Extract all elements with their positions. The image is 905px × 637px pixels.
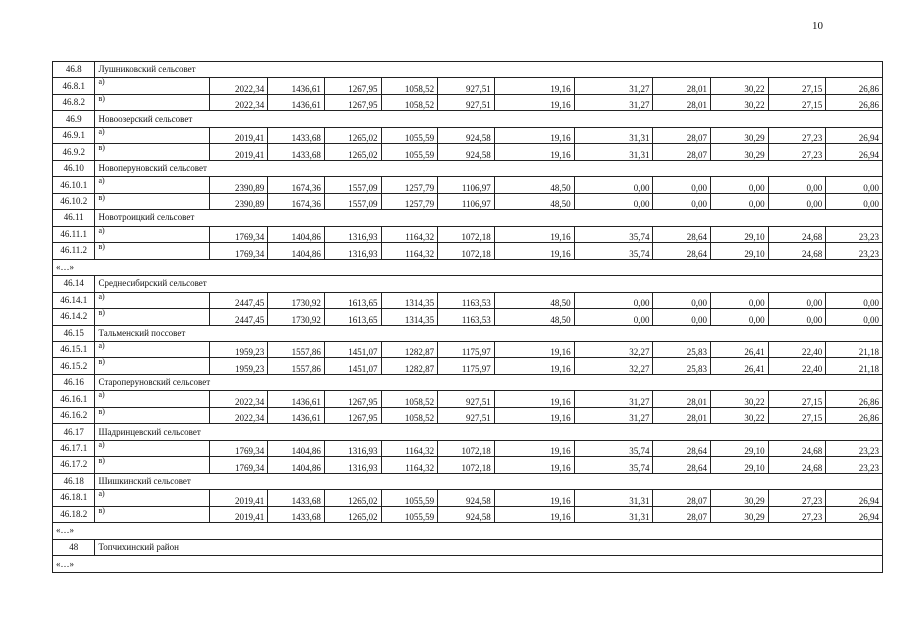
value-cell: 0,00 — [768, 193, 826, 209]
value-cell: 35,74 — [574, 440, 653, 456]
value-cell: 0,00 — [653, 309, 711, 325]
value-cell: 1433,68 — [268, 127, 325, 143]
value-cell: 26,94 — [826, 490, 883, 506]
value-cell: 1769,34 — [209, 457, 268, 473]
section-title: Новотроицкий сельсовет — [95, 210, 883, 226]
value-cell: 28,01 — [653, 94, 711, 110]
value-cell: 29,10 — [711, 440, 769, 456]
table-row — [53, 193, 883, 209]
value-cell: 0,00 — [653, 193, 711, 209]
omission-marker: «…» — [53, 556, 883, 573]
table-row — [53, 506, 883, 522]
value-cell: 0,00 — [574, 193, 653, 209]
value-cell: 48,50 — [494, 292, 574, 308]
value-cell: 1316,93 — [324, 440, 381, 456]
value-cell: 19,16 — [494, 78, 574, 94]
value-cell: 0,00 — [768, 292, 826, 308]
value-cell: 1730,92 — [268, 292, 325, 308]
omission-marker: «…» — [53, 259, 883, 275]
row-number: 46.14.1 — [53, 292, 95, 308]
section-header-row — [53, 160, 883, 176]
value-cell: 1257,79 — [381, 177, 438, 193]
value-cell: 0,00 — [711, 309, 769, 325]
row-label: а) — [95, 177, 209, 193]
value-cell: 1451,07 — [324, 341, 381, 357]
value-cell: 27,23 — [768, 144, 826, 160]
value-cell: 31,27 — [574, 391, 653, 407]
value-cell: 19,16 — [494, 243, 574, 259]
value-cell: 30,29 — [711, 144, 769, 160]
value-cell: 26,94 — [826, 506, 883, 522]
row-label: в) — [95, 193, 209, 209]
value-cell: 2390,89 — [209, 177, 268, 193]
value-cell: 1058,52 — [381, 78, 438, 94]
section-number: 46.17 — [53, 424, 95, 440]
section-header-row — [53, 276, 883, 292]
value-cell: 1436,61 — [268, 94, 325, 110]
value-cell: 48,50 — [494, 177, 574, 193]
value-cell: 19,16 — [494, 506, 574, 522]
value-cell: 0,00 — [653, 292, 711, 308]
value-cell: 2022,34 — [209, 78, 268, 94]
value-cell: 1055,59 — [381, 490, 438, 506]
row-number: 46.17.1 — [53, 440, 95, 456]
value-cell: 1267,95 — [324, 391, 381, 407]
value-cell: 1055,59 — [381, 127, 438, 143]
value-cell: 1769,34 — [209, 226, 268, 242]
value-cell: 1433,68 — [268, 490, 325, 506]
row-label: в) — [95, 144, 209, 160]
value-cell: 24,68 — [768, 243, 826, 259]
value-cell: 28,64 — [653, 440, 711, 456]
section-title: Шишкинский сельсовет — [95, 473, 883, 489]
value-cell: 1055,59 — [381, 144, 438, 160]
value-cell: 28,01 — [653, 78, 711, 94]
value-cell: 35,74 — [574, 226, 653, 242]
section-number: 46.8 — [53, 62, 95, 78]
value-cell: 24,68 — [768, 440, 826, 456]
value-cell: 19,16 — [494, 490, 574, 506]
value-cell: 25,83 — [653, 341, 711, 357]
section-number: 46.9 — [53, 111, 95, 127]
value-cell: 1404,86 — [268, 440, 325, 456]
value-cell: 1055,59 — [381, 506, 438, 522]
value-cell: 35,74 — [574, 457, 653, 473]
value-cell: 27,15 — [768, 407, 826, 423]
value-cell: 19,16 — [494, 407, 574, 423]
value-cell: 19,16 — [494, 391, 574, 407]
value-cell: 26,86 — [826, 78, 883, 94]
value-cell: 19,16 — [494, 226, 574, 242]
section-header-row — [53, 62, 883, 78]
value-cell: 1072,18 — [438, 243, 495, 259]
value-cell: 28,07 — [653, 490, 711, 506]
value-cell: 2390,89 — [209, 193, 268, 209]
value-cell: 1257,79 — [381, 193, 438, 209]
value-cell: 1613,65 — [324, 309, 381, 325]
value-cell: 1436,61 — [268, 78, 325, 94]
value-cell: 1106,97 — [438, 177, 495, 193]
section-header-row — [53, 374, 883, 390]
value-cell: 1674,36 — [268, 177, 325, 193]
value-cell: 26,41 — [711, 341, 769, 357]
table-row — [53, 358, 883, 374]
value-cell: 1557,09 — [324, 193, 381, 209]
value-cell: 28,07 — [653, 506, 711, 522]
row-label: в) — [95, 358, 209, 374]
row-label: в) — [95, 407, 209, 423]
value-cell: 1316,93 — [324, 243, 381, 259]
value-cell: 1404,86 — [268, 226, 325, 242]
value-cell: 23,23 — [826, 243, 883, 259]
section-header-row — [53, 210, 883, 226]
value-cell: 2019,41 — [209, 127, 268, 143]
value-cell: 1267,95 — [324, 78, 381, 94]
table-row — [53, 144, 883, 160]
value-cell: 24,68 — [768, 226, 826, 242]
row-label: а) — [95, 127, 209, 143]
section-title: Среднесибирский сельсовет — [95, 276, 883, 292]
value-cell: 1058,52 — [381, 407, 438, 423]
row-label: а) — [95, 292, 209, 308]
value-cell: 927,51 — [438, 407, 495, 423]
value-cell: 0,00 — [826, 292, 883, 308]
value-cell: 0,00 — [711, 292, 769, 308]
section-title: Лушниковский сельсовет — [95, 62, 883, 78]
value-cell: 1451,07 — [324, 358, 381, 374]
value-cell: 1072,18 — [438, 457, 495, 473]
value-cell: 0,00 — [826, 177, 883, 193]
table-row — [53, 341, 883, 357]
value-cell: 30,22 — [711, 391, 769, 407]
value-cell: 1267,95 — [324, 94, 381, 110]
value-cell: 0,00 — [826, 309, 883, 325]
table-row — [53, 440, 883, 456]
value-cell: 26,86 — [826, 94, 883, 110]
value-cell: 23,23 — [826, 226, 883, 242]
value-cell: 1265,02 — [324, 490, 381, 506]
row-label: в) — [95, 309, 209, 325]
value-cell: 1404,86 — [268, 457, 325, 473]
value-cell: 19,16 — [494, 358, 574, 374]
value-cell: 2447,45 — [209, 309, 268, 325]
value-cell: 1072,18 — [438, 440, 495, 456]
omission-row — [53, 556, 883, 573]
table-row — [53, 292, 883, 308]
value-cell: 1164,32 — [381, 440, 438, 456]
table-row — [53, 391, 883, 407]
value-cell: 1058,52 — [381, 391, 438, 407]
omission-row — [53, 523, 883, 539]
value-cell: 2022,34 — [209, 94, 268, 110]
value-cell: 1265,02 — [324, 506, 381, 522]
value-cell: 2019,41 — [209, 506, 268, 522]
value-cell: 27,15 — [768, 94, 826, 110]
value-cell: 23,23 — [826, 457, 883, 473]
value-cell: 1769,34 — [209, 440, 268, 456]
row-number: 46.18.1 — [53, 490, 95, 506]
value-cell: 19,16 — [494, 440, 574, 456]
row-label: в) — [95, 506, 209, 522]
value-cell: 1314,35 — [381, 292, 438, 308]
value-cell: 19,16 — [494, 144, 574, 160]
value-cell: 924,58 — [438, 506, 495, 522]
value-cell: 21,18 — [826, 358, 883, 374]
row-number: 46.15.2 — [53, 358, 95, 374]
value-cell: 30,22 — [711, 78, 769, 94]
value-cell: 1730,92 — [268, 309, 325, 325]
value-cell: 927,51 — [438, 78, 495, 94]
row-number: 46.17.2 — [53, 457, 95, 473]
value-cell: 48,50 — [494, 193, 574, 209]
value-cell: 24,68 — [768, 457, 826, 473]
row-number: 46.11.2 — [53, 243, 95, 259]
value-cell: 0,00 — [711, 177, 769, 193]
value-cell: 27,23 — [768, 506, 826, 522]
value-cell: 31,31 — [574, 506, 653, 522]
row-number: 46.18.2 — [53, 506, 95, 522]
value-cell: 22,40 — [768, 341, 826, 357]
value-cell: 25,83 — [653, 358, 711, 374]
value-cell: 2019,41 — [209, 490, 268, 506]
value-cell: 31,31 — [574, 490, 653, 506]
value-cell: 32,27 — [574, 358, 653, 374]
omission-marker: «…» — [53, 523, 883, 539]
row-number: 46.8.1 — [53, 78, 95, 94]
value-cell: 48,50 — [494, 309, 574, 325]
value-cell: 19,16 — [494, 341, 574, 357]
section-header-row — [53, 325, 883, 341]
value-cell: 30,29 — [711, 490, 769, 506]
row-number: 46.10.1 — [53, 177, 95, 193]
value-cell: 1282,87 — [381, 341, 438, 357]
table-row — [53, 457, 883, 473]
section-title: Шадринцевский сельсовет — [95, 424, 883, 440]
value-cell: 19,16 — [494, 94, 574, 110]
value-cell: 30,22 — [711, 94, 769, 110]
value-cell: 2022,34 — [209, 407, 268, 423]
value-cell: 924,58 — [438, 490, 495, 506]
value-cell: 1282,87 — [381, 358, 438, 374]
value-cell: 31,31 — [574, 127, 653, 143]
value-cell: 26,41 — [711, 358, 769, 374]
value-cell: 2447,45 — [209, 292, 268, 308]
value-cell: 21,18 — [826, 341, 883, 357]
value-cell: 0,00 — [768, 177, 826, 193]
value-cell: 0,00 — [574, 177, 653, 193]
section-header-row — [53, 539, 883, 555]
value-cell: 28,01 — [653, 407, 711, 423]
value-cell: 2019,41 — [209, 144, 268, 160]
tariff-table — [52, 61, 883, 573]
value-cell: 1769,34 — [209, 243, 268, 259]
section-title: Новоперуновский сельсовет — [95, 160, 883, 176]
row-label: а) — [95, 391, 209, 407]
section-number: 46.10 — [53, 160, 95, 176]
value-cell: 1164,32 — [381, 243, 438, 259]
value-cell: 1265,02 — [324, 127, 381, 143]
value-cell: 22,40 — [768, 358, 826, 374]
value-cell: 0,00 — [574, 292, 653, 308]
omission-row — [53, 259, 883, 275]
value-cell: 26,86 — [826, 391, 883, 407]
row-label: в) — [95, 457, 209, 473]
section-title: Староперуновский сельсовет — [95, 374, 883, 390]
row-label: в) — [95, 243, 209, 259]
value-cell: 28,01 — [653, 391, 711, 407]
section-header-row — [53, 473, 883, 489]
page-number: 10 — [812, 20, 823, 32]
value-cell: 1163,53 — [438, 292, 495, 308]
value-cell: 1557,86 — [268, 358, 325, 374]
value-cell: 29,10 — [711, 226, 769, 242]
value-cell: 1267,95 — [324, 407, 381, 423]
value-cell: 1404,86 — [268, 243, 325, 259]
section-number: 46.16 — [53, 374, 95, 390]
table-row — [53, 94, 883, 110]
table-row — [53, 490, 883, 506]
value-cell: 0,00 — [574, 309, 653, 325]
value-cell: 1557,86 — [268, 341, 325, 357]
row-label: а) — [95, 341, 209, 357]
value-cell: 35,74 — [574, 243, 653, 259]
value-cell: 31,31 — [574, 144, 653, 160]
value-cell: 23,23 — [826, 440, 883, 456]
value-cell: 27,23 — [768, 127, 826, 143]
value-cell: 30,22 — [711, 407, 769, 423]
value-cell: 27,23 — [768, 490, 826, 506]
row-label: в) — [95, 94, 209, 110]
value-cell: 1175,97 — [438, 341, 495, 357]
row-label: а) — [95, 490, 209, 506]
value-cell: 19,16 — [494, 127, 574, 143]
value-cell: 27,15 — [768, 78, 826, 94]
section-title: Тальменский поссовет — [95, 325, 883, 341]
row-label: а) — [95, 440, 209, 456]
row-number: 46.9.1 — [53, 127, 95, 143]
value-cell: 1316,93 — [324, 226, 381, 242]
table-row — [53, 226, 883, 242]
value-cell: 1164,32 — [381, 226, 438, 242]
row-number: 46.9.2 — [53, 144, 95, 160]
value-cell: 1959,23 — [209, 341, 268, 357]
row-number: 46.11.1 — [53, 226, 95, 242]
value-cell: 1436,61 — [268, 391, 325, 407]
table-row — [53, 309, 883, 325]
value-cell: 1316,93 — [324, 457, 381, 473]
table-row — [53, 78, 883, 94]
value-cell: 1433,68 — [268, 506, 325, 522]
table-row — [53, 127, 883, 143]
row-number: 46.15.1 — [53, 341, 95, 357]
value-cell: 30,29 — [711, 127, 769, 143]
value-cell: 27,15 — [768, 391, 826, 407]
value-cell: 26,86 — [826, 407, 883, 423]
row-number: 46.16.2 — [53, 407, 95, 423]
row-label: а) — [95, 226, 209, 242]
value-cell: 1557,09 — [324, 177, 381, 193]
value-cell: 31,27 — [574, 407, 653, 423]
value-cell: 28,64 — [653, 226, 711, 242]
section-number: 48 — [53, 539, 95, 555]
value-cell: 1164,32 — [381, 457, 438, 473]
value-cell: 0,00 — [711, 193, 769, 209]
section-title: Новоозерский сельсовет — [95, 111, 883, 127]
value-cell: 1436,61 — [268, 407, 325, 423]
value-cell: 28,07 — [653, 144, 711, 160]
table-row — [53, 407, 883, 423]
value-cell: 1175,97 — [438, 358, 495, 374]
row-number: 46.8.2 — [53, 94, 95, 110]
value-cell: 1959,23 — [209, 358, 268, 374]
row-label: а) — [95, 78, 209, 94]
value-cell: 1058,52 — [381, 94, 438, 110]
value-cell: 1674,36 — [268, 193, 325, 209]
value-cell: 19,16 — [494, 457, 574, 473]
value-cell: 30,29 — [711, 506, 769, 522]
value-cell: 1314,35 — [381, 309, 438, 325]
value-cell: 26,94 — [826, 144, 883, 160]
section-number: 46.14 — [53, 276, 95, 292]
section-number: 46.18 — [53, 473, 95, 489]
value-cell: 1072,18 — [438, 226, 495, 242]
value-cell: 1433,68 — [268, 144, 325, 160]
value-cell: 927,51 — [438, 94, 495, 110]
row-number: 46.16.1 — [53, 391, 95, 407]
table-row — [53, 243, 883, 259]
section-header-row — [53, 424, 883, 440]
row-number: 46.10.2 — [53, 193, 95, 209]
section-number: 46.11 — [53, 210, 95, 226]
value-cell: 1613,65 — [324, 292, 381, 308]
value-cell: 31,27 — [574, 78, 653, 94]
value-cell: 0,00 — [653, 177, 711, 193]
value-cell: 31,27 — [574, 94, 653, 110]
section-header-row — [53, 111, 883, 127]
table-row — [53, 177, 883, 193]
row-number: 46.14.2 — [53, 309, 95, 325]
value-cell: 26,94 — [826, 127, 883, 143]
value-cell: 29,10 — [711, 457, 769, 473]
section-title: Топчихинский район — [95, 539, 883, 555]
value-cell: 924,58 — [438, 127, 495, 143]
value-cell: 927,51 — [438, 391, 495, 407]
value-cell: 0,00 — [768, 309, 826, 325]
section-number: 46.15 — [53, 325, 95, 341]
value-cell: 28,64 — [653, 457, 711, 473]
value-cell: 28,07 — [653, 127, 711, 143]
value-cell: 28,64 — [653, 243, 711, 259]
value-cell: 1163,53 — [438, 309, 495, 325]
value-cell: 1106,97 — [438, 193, 495, 209]
value-cell: 2022,34 — [209, 391, 268, 407]
value-cell: 1265,02 — [324, 144, 381, 160]
value-cell: 32,27 — [574, 341, 653, 357]
value-cell: 29,10 — [711, 243, 769, 259]
value-cell: 0,00 — [826, 193, 883, 209]
value-cell: 924,58 — [438, 144, 495, 160]
